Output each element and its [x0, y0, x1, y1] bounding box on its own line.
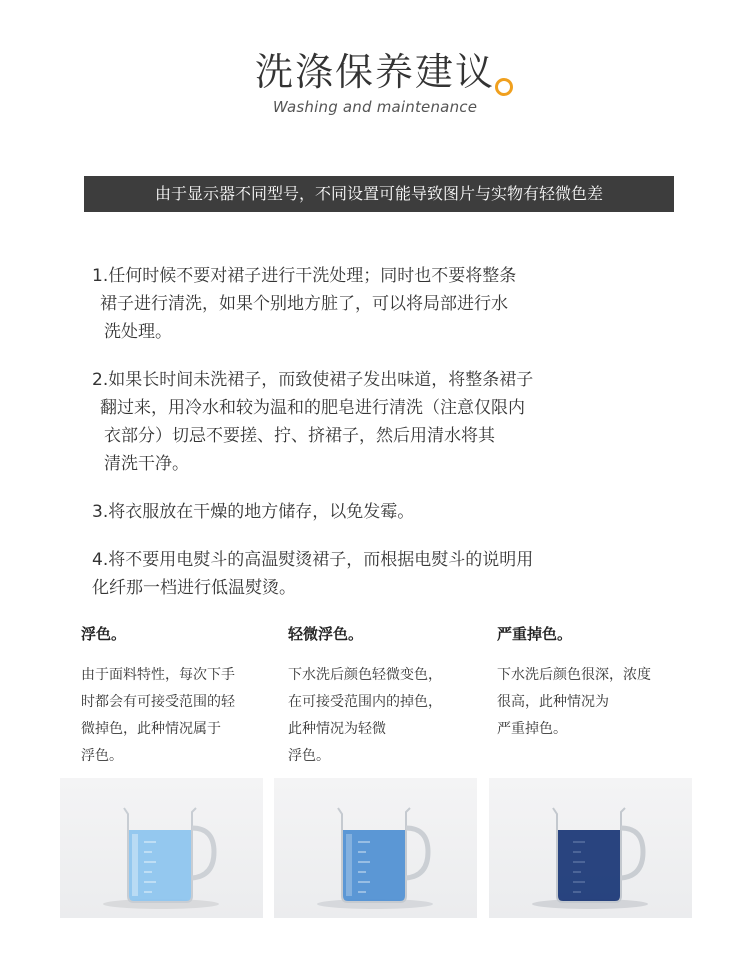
rule-line: 3.将衣服放在干燥的地方储存，以免发霉。: [92, 502, 415, 522]
rule-line: 清洗干净。: [104, 454, 189, 474]
rule-line: 衣部分）切忌不要搓、拧、挤裙子，然后用清水将其: [104, 426, 495, 446]
desc-line: 下水洗后颜色轻微变色，: [288, 667, 442, 683]
desc-line: 此种情况为轻微: [288, 721, 386, 737]
fading-level-title: 浮色。: [81, 625, 127, 643]
beaker-liquid: [557, 830, 621, 902]
fading-level-2: [288, 620, 488, 770]
desc-line: 时都会有可接受范围的轻: [81, 694, 235, 710]
desc-line: 微掉色，此种情况属于: [81, 721, 221, 737]
desc-line: 浮色。: [81, 748, 123, 764]
beaker-photo-severe-fading: [489, 778, 692, 918]
rule-line: 化纤那一档进行低温熨烫。: [92, 578, 296, 598]
desc-line: 很高，此种情况为: [497, 694, 609, 710]
desc-line: 下水洗后颜色很深，浓度: [497, 667, 651, 683]
care-rule-3: [92, 498, 632, 526]
fading-level-desc: [81, 662, 281, 770]
fading-levels: [0, 620, 750, 959]
rule-line: 1.任何时候不要对裙子进行干洗处理；同时也不要将整条: [92, 266, 517, 286]
color-difference-notice: 由于显示器不同型号，不同设置可能导致图片与实物有轻微色差: [84, 176, 674, 212]
fading-level-3: [497, 620, 707, 743]
rule-line: 洗处理。: [104, 322, 172, 342]
rule-line: 4.将不要用电熨斗的高温熨烫裙子，而根据电熨斗的说明用: [92, 550, 534, 570]
rule-line: 2.如果长时间未洗裙子，而致使裙子发出味道，将整条裙子: [92, 370, 534, 390]
care-rule-2: [92, 366, 632, 478]
beaker-icon: [489, 778, 692, 918]
beaker-photo-slight-float-color: [274, 778, 477, 918]
desc-line: 在可接受范围内的掉色，: [288, 694, 442, 710]
page-header: [0, 48, 750, 116]
rule-line: 裙子进行清洗，如果个别地方脏了，可以将局部进行水: [100, 294, 508, 314]
fading-level-title: 严重掉色。: [497, 625, 573, 643]
rule-line: 翻过来，用冷水和较为温和的肥皂进行清洗（注意仅限内: [100, 398, 525, 418]
desc-line: 严重掉色。: [497, 721, 567, 737]
page-title-wrap: [255, 48, 495, 96]
beaker-photo-float-color: [60, 778, 263, 918]
page-subtitle: Washing and maintenance: [272, 98, 478, 116]
care-rule-4: [92, 546, 632, 602]
care-rule-1: [92, 262, 632, 346]
decorative-circle-icon: [495, 78, 513, 96]
beaker-icon: [274, 778, 477, 918]
beaker-icon: [60, 778, 263, 918]
fading-level-1: [81, 620, 281, 770]
fading-level-title: 轻微浮色。: [288, 625, 364, 643]
desc-line: 由于面料特性，每次下手: [81, 667, 235, 683]
care-rules: [92, 262, 632, 622]
page-title: 洗涤保养建议: [254, 50, 495, 94]
desc-line: 浮色。: [288, 748, 330, 764]
fading-level-desc: [288, 662, 488, 770]
fading-level-desc: [497, 662, 707, 743]
